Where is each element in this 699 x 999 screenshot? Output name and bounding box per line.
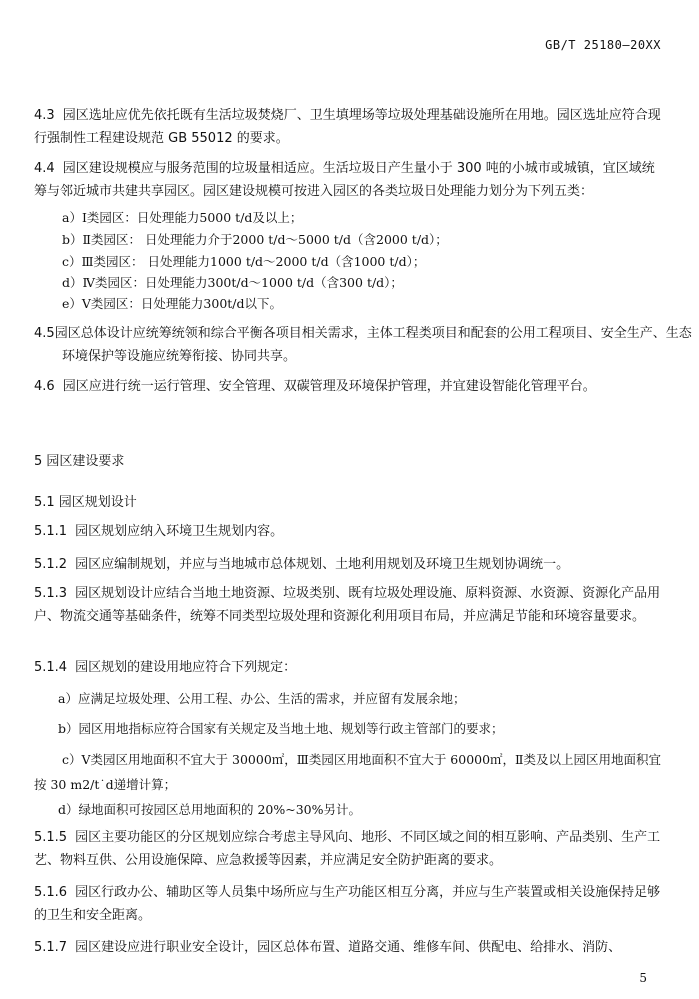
clause-text: 园区主要功能区的分区规划应综合考虑主导风向、地形、不同区域之间的相互影响、产品类别、生产工艺、物料互供、公用设施保障、应急救援等因素，并应满足安全防护距离的要求。: [34, 830, 661, 868]
clause-5-1-1: [34, 520, 664, 543]
clause-text: 园区规划的建设用地应符合下列规定：: [75, 660, 297, 675]
clause-text: 园区建设规模应与服务范围的垃圾量相适应。生活垃圾日产生量小于 300 吨的小城市或城镇，宜区域统筹与邻近城市共建共享园区。园区建设规模可按进入园区的各类垃圾日处理能力划分为下列五类：: [34, 161, 655, 199]
clause-number: 4.5: [34, 326, 55, 341]
clause-number: 5.1.2: [34, 557, 68, 572]
clause-text: 园区规划应纳入环境卫生规划内容。: [75, 524, 284, 539]
clause-text: 园区应进行统一运行管理、安全管理、双碳管理及环境保护管理，并宜建设智能化管理平台。: [62, 379, 596, 394]
class-item-c: c）Ⅲ类园区： 日处理能力1000 t/d～2000 t/d（含1000 t/d）；: [62, 254, 426, 269]
clause-5-1-6: [34, 881, 664, 927]
clause-number: 5.1.7: [34, 940, 68, 955]
clause-text: 园区规划设计应结合当地土地资源、垃圾类别、既有垃圾处理设施、原料资源、水资源、资源化产品用户、物流交通等基础条件，统筹不同类型垃圾处理和资源化利用项目布局，并应满足节能和环境容量要求。: [34, 586, 661, 624]
class-item-e: e）Ⅴ类园区：日处理能力300t/d以下。: [62, 296, 283, 311]
clause-5-1-2: [34, 553, 664, 576]
class-item-a: a）Ⅰ类园区：日处理能力5000 t/d及以上；: [62, 210, 303, 225]
clause-5-1-5: [34, 826, 664, 872]
clause-4-5: [34, 322, 692, 368]
doc-code-header: GB/T 25180—20XX: [545, 38, 661, 52]
clause-text: 园区选址应优先依托既有生活垃圾焚烧厂、卫生填埋场等垃圾处理基础设施所在用地。园区选址应符合现行强制性工程建设规范 GB 55012 的要求。: [34, 108, 661, 146]
clause-4-4: [34, 157, 664, 203]
clause-4-3: [34, 104, 664, 150]
clause-number: 4.6: [34, 379, 55, 394]
land-rule-c: c）Ⅴ类园区用地面积不宜大于 30000㎡，Ⅲ类园区用地面积不宜大于 60000㎡，Ⅱ类及以上园区用地面积宜按 30 m2/t˙d递增计算；: [34, 752, 662, 792]
clause-text: 园区建设应进行职业安全设计，园区总体布置、道路交通、维修车间、供配电、给排水、消防、: [75, 940, 622, 955]
clause-number: 5.1.1: [34, 524, 68, 539]
clause-5-1-7: [34, 936, 664, 959]
clause-number: 5.1.3: [34, 586, 68, 601]
section-5-1-title: 5.1 园区规划设计: [34, 495, 137, 510]
clause-text: 园区总体设计应统筹统领和综合平衡各项目相关需求，主体工程类项目和配套的公用工程项目、安全生产、生态环境保护等设施应统筹衔接、协同共享。: [54, 326, 692, 364]
clause-text: 园区应编制规划，并应与当地城市总体规划、土地利用规划及环境卫生规划协调统一。: [75, 557, 570, 572]
clause-5-1-4: [34, 656, 664, 679]
clause-text: 园区行政办公、辅助区等人员集中场所应与生产功能区相互分离，并应与生产装置或相关设施保持足够的卫生和安全距离。: [34, 885, 661, 923]
clause-number: 5.1.5: [34, 830, 68, 845]
clause-number: 5.1.4: [34, 660, 68, 675]
land-rule-b: b）园区用地指标应符合国家有关规定及当地土地、规划等行政主管部门的要求；: [58, 721, 504, 736]
class-item-d: d）Ⅳ类园区：日处理能力300t/d～1000 t/d（含300 t/d）；: [62, 275, 403, 290]
clause-number: 5.1.6: [34, 885, 68, 900]
land-rule-d: d）绿地面积可按园区总用地面积的 20%~30%另计。: [58, 802, 362, 817]
page-number: 5: [639, 971, 647, 985]
class-item-b: b）Ⅱ类园区： 日处理能力介于2000 t/d～5000 t/d（含2000 t/d）；: [62, 232, 448, 247]
clause-4-6: [34, 375, 664, 398]
section-5-title: 5 园区建设要求: [34, 454, 125, 469]
clause-number: 4.4: [34, 161, 55, 176]
clause-5-1-3: [34, 582, 664, 628]
clause-number: 4.3: [34, 108, 55, 123]
land-rule-a: a）应满足垃圾处理、公用工程、办公、生活的需求，并应留有发展余地；: [58, 691, 466, 706]
